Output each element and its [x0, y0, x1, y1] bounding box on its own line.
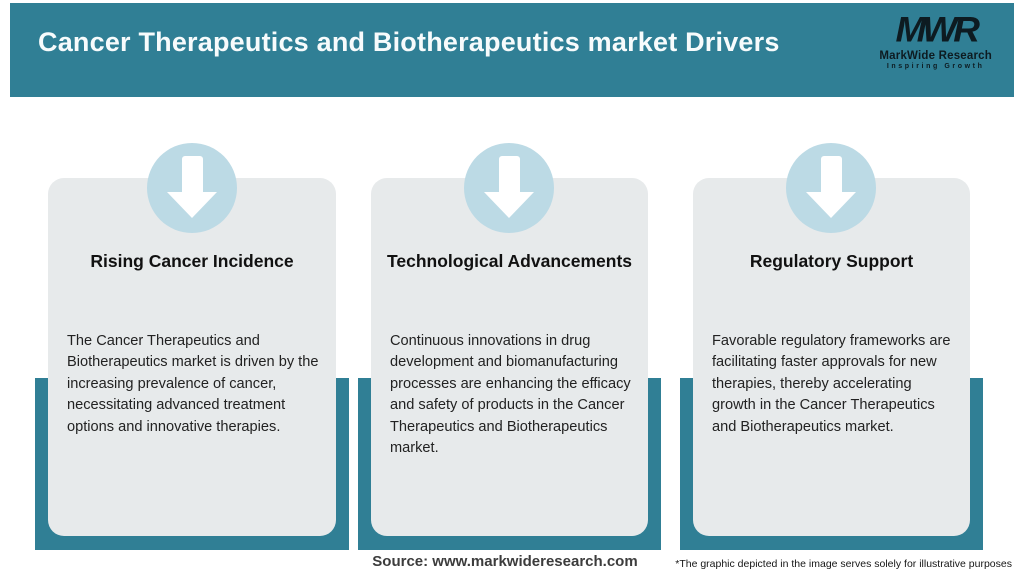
card-title: Rising Cancer Incidence	[90, 251, 294, 271]
page-title: Cancer Therapeutics and Biotherapeutics market Drivers	[38, 27, 780, 57]
logo-acronym: MWR	[895, 10, 976, 50]
down-arrow-icon	[786, 143, 876, 233]
card-body-text: Favorable regulatory frameworks are facilitating faster approvals for new therapies, thereby accelerating growth in the Cancer Therapeutics and Biotherapeutics market.	[712, 333, 951, 435]
card-body-text: The Cancer Therapeutics and Biotherapeutics market is driven by the increasing prevalence of cancer, necessitating advanced treatment options and innovative therapies.	[67, 333, 319, 435]
card-title: Regulatory Support	[749, 251, 914, 271]
logo-tagline: Inspiring Growth	[886, 62, 985, 70]
disclaimer-note: *The graphic depicted in the image serves solely for illustrative purposes	[675, 558, 1012, 570]
logo-name: MarkWide Research	[879, 49, 992, 62]
card-title: Technological Advancements	[386, 251, 633, 271]
source-attribution: Source: www.markwideresearch.com	[372, 553, 638, 570]
down-arrow-icon	[464, 143, 554, 233]
down-arrow-icon	[147, 143, 237, 233]
markwide-research-logo	[879, 3, 1014, 70]
card-body-text: Continuous innovations in drug development and biomanufacturing processes are enhancing the efficacy and safety of products in the Cancer Therapeutics and Biotherapeutics market.	[390, 333, 631, 457]
header-band	[10, 3, 1014, 97]
